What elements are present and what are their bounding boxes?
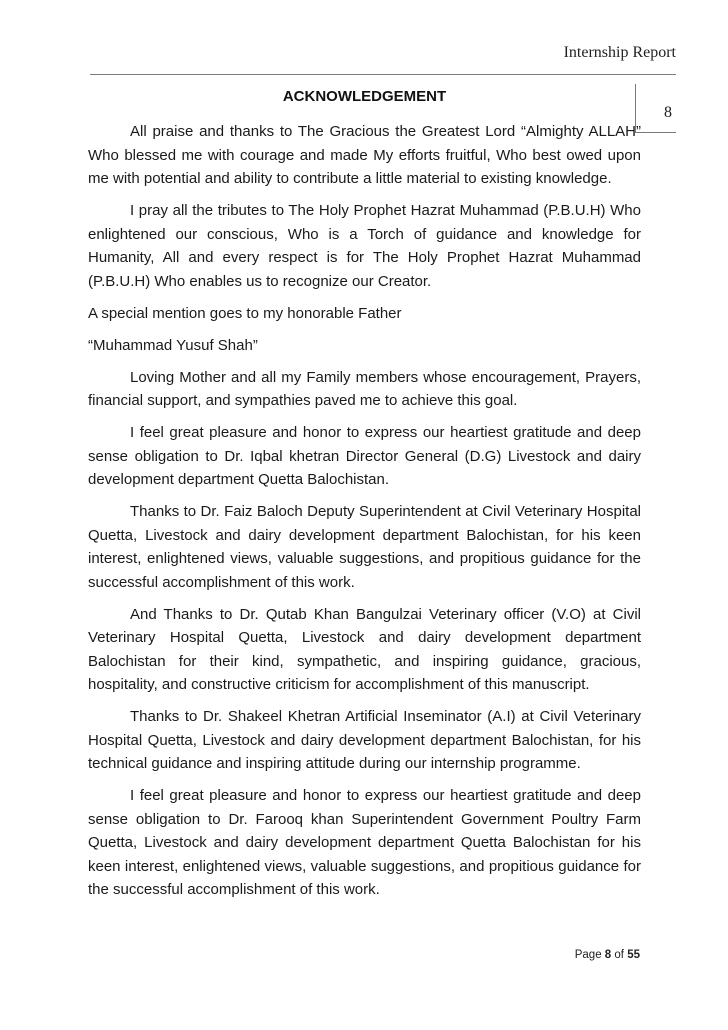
paragraph-prophet: I pray all the tributes to The Holy Prophet Hazrat Muhammad (P.B.U.H) Who enlightened our conscious, Who is a Torch of guidance and knowledge for Humanity, All and every respect is for The Holy Prophet Hazrat Muhammad (P.B.U.H) Who enables us to recognize our Creator. [88,202,641,290]
paragraph-father-intro: A special mention goes to my honorable Father [88,304,402,322]
paragraph-father-name: “Muhammad Yusuf Shah” [88,336,258,354]
header-title: Internship Report [563,44,676,61]
paragraph-director-general: I feel great pleasure and honor to express our heartiest gratitude and deep sense obligation to Dr. Iqbal khetran Director General (D.G) Livestock and dairy development department Quetta Balochistan. [88,424,641,488]
paragraph-poultry-superintendent: I feel great pleasure and honor to express our heartiest gratitude and deep sense obligation to Dr. Farooq khan Superintendent Government Poultry Farm Quetta, Livestock and dairy development department Quetta Balochistan for his keen interest, enlightened views, valuable suggestions, and propitious guidance for the successful accomplishment of this work. [88,787,641,898]
document-body [88,120,641,910]
footer-prefix: Page [574,949,602,961]
footer-of: of [614,949,624,961]
footer-current-page: 8 [604,949,612,961]
page-footer [575,949,640,961]
paragraph-artificial-inseminator: Thanks to Dr. Shakeel Khetran Artificial Inseminator (A.I) at Civil Veterinary Hospital Quetta, Livestock and dairy development department Balochistan, for his technical guidance and inspiring attitude during our internship programme. [88,708,641,772]
page-title: ACKNOWLEDGEMENT [282,88,447,105]
page-marker-number: 8 [664,104,672,121]
header-divider [90,74,676,75]
paragraph-mother-family: Loving Mother and all my Family members whose encouragement, Prayers, financial support, and sympathies paved me to achieve this goal. [88,368,641,409]
paragraph-deputy-superintendent: Thanks to Dr. Faiz Baloch Deputy Superintendent at Civil Veterinary Hospital Quetta, Livestock and dairy development department Balochistan, for his keen interest, enlightened views, valuable suggestions, and propitious guidance for the successful accomplishment of this work. [88,503,641,591]
paragraph-praise: All praise and thanks to The Gracious the Greatest Lord “Almighty ALLAH” Who blessed me with courage and made My efforts fruitful, Who best owed upon me with potential and ability to contribute a little material to existing knowledge. [88,123,641,187]
paragraph-veterinary-officer: And Thanks to Dr. Qutab Khan Bangulzai Veterinary officer (V.O) at Civil Veterinary Hospital Quetta, Livestock and dairy development department Balochistan for their kind, sympathetic, and inspiring guidance, gracious, hospitality, and constructive criticism for accomplishment of this manuscript. [88,605,641,693]
footer-total-pages: 55 [627,949,640,961]
